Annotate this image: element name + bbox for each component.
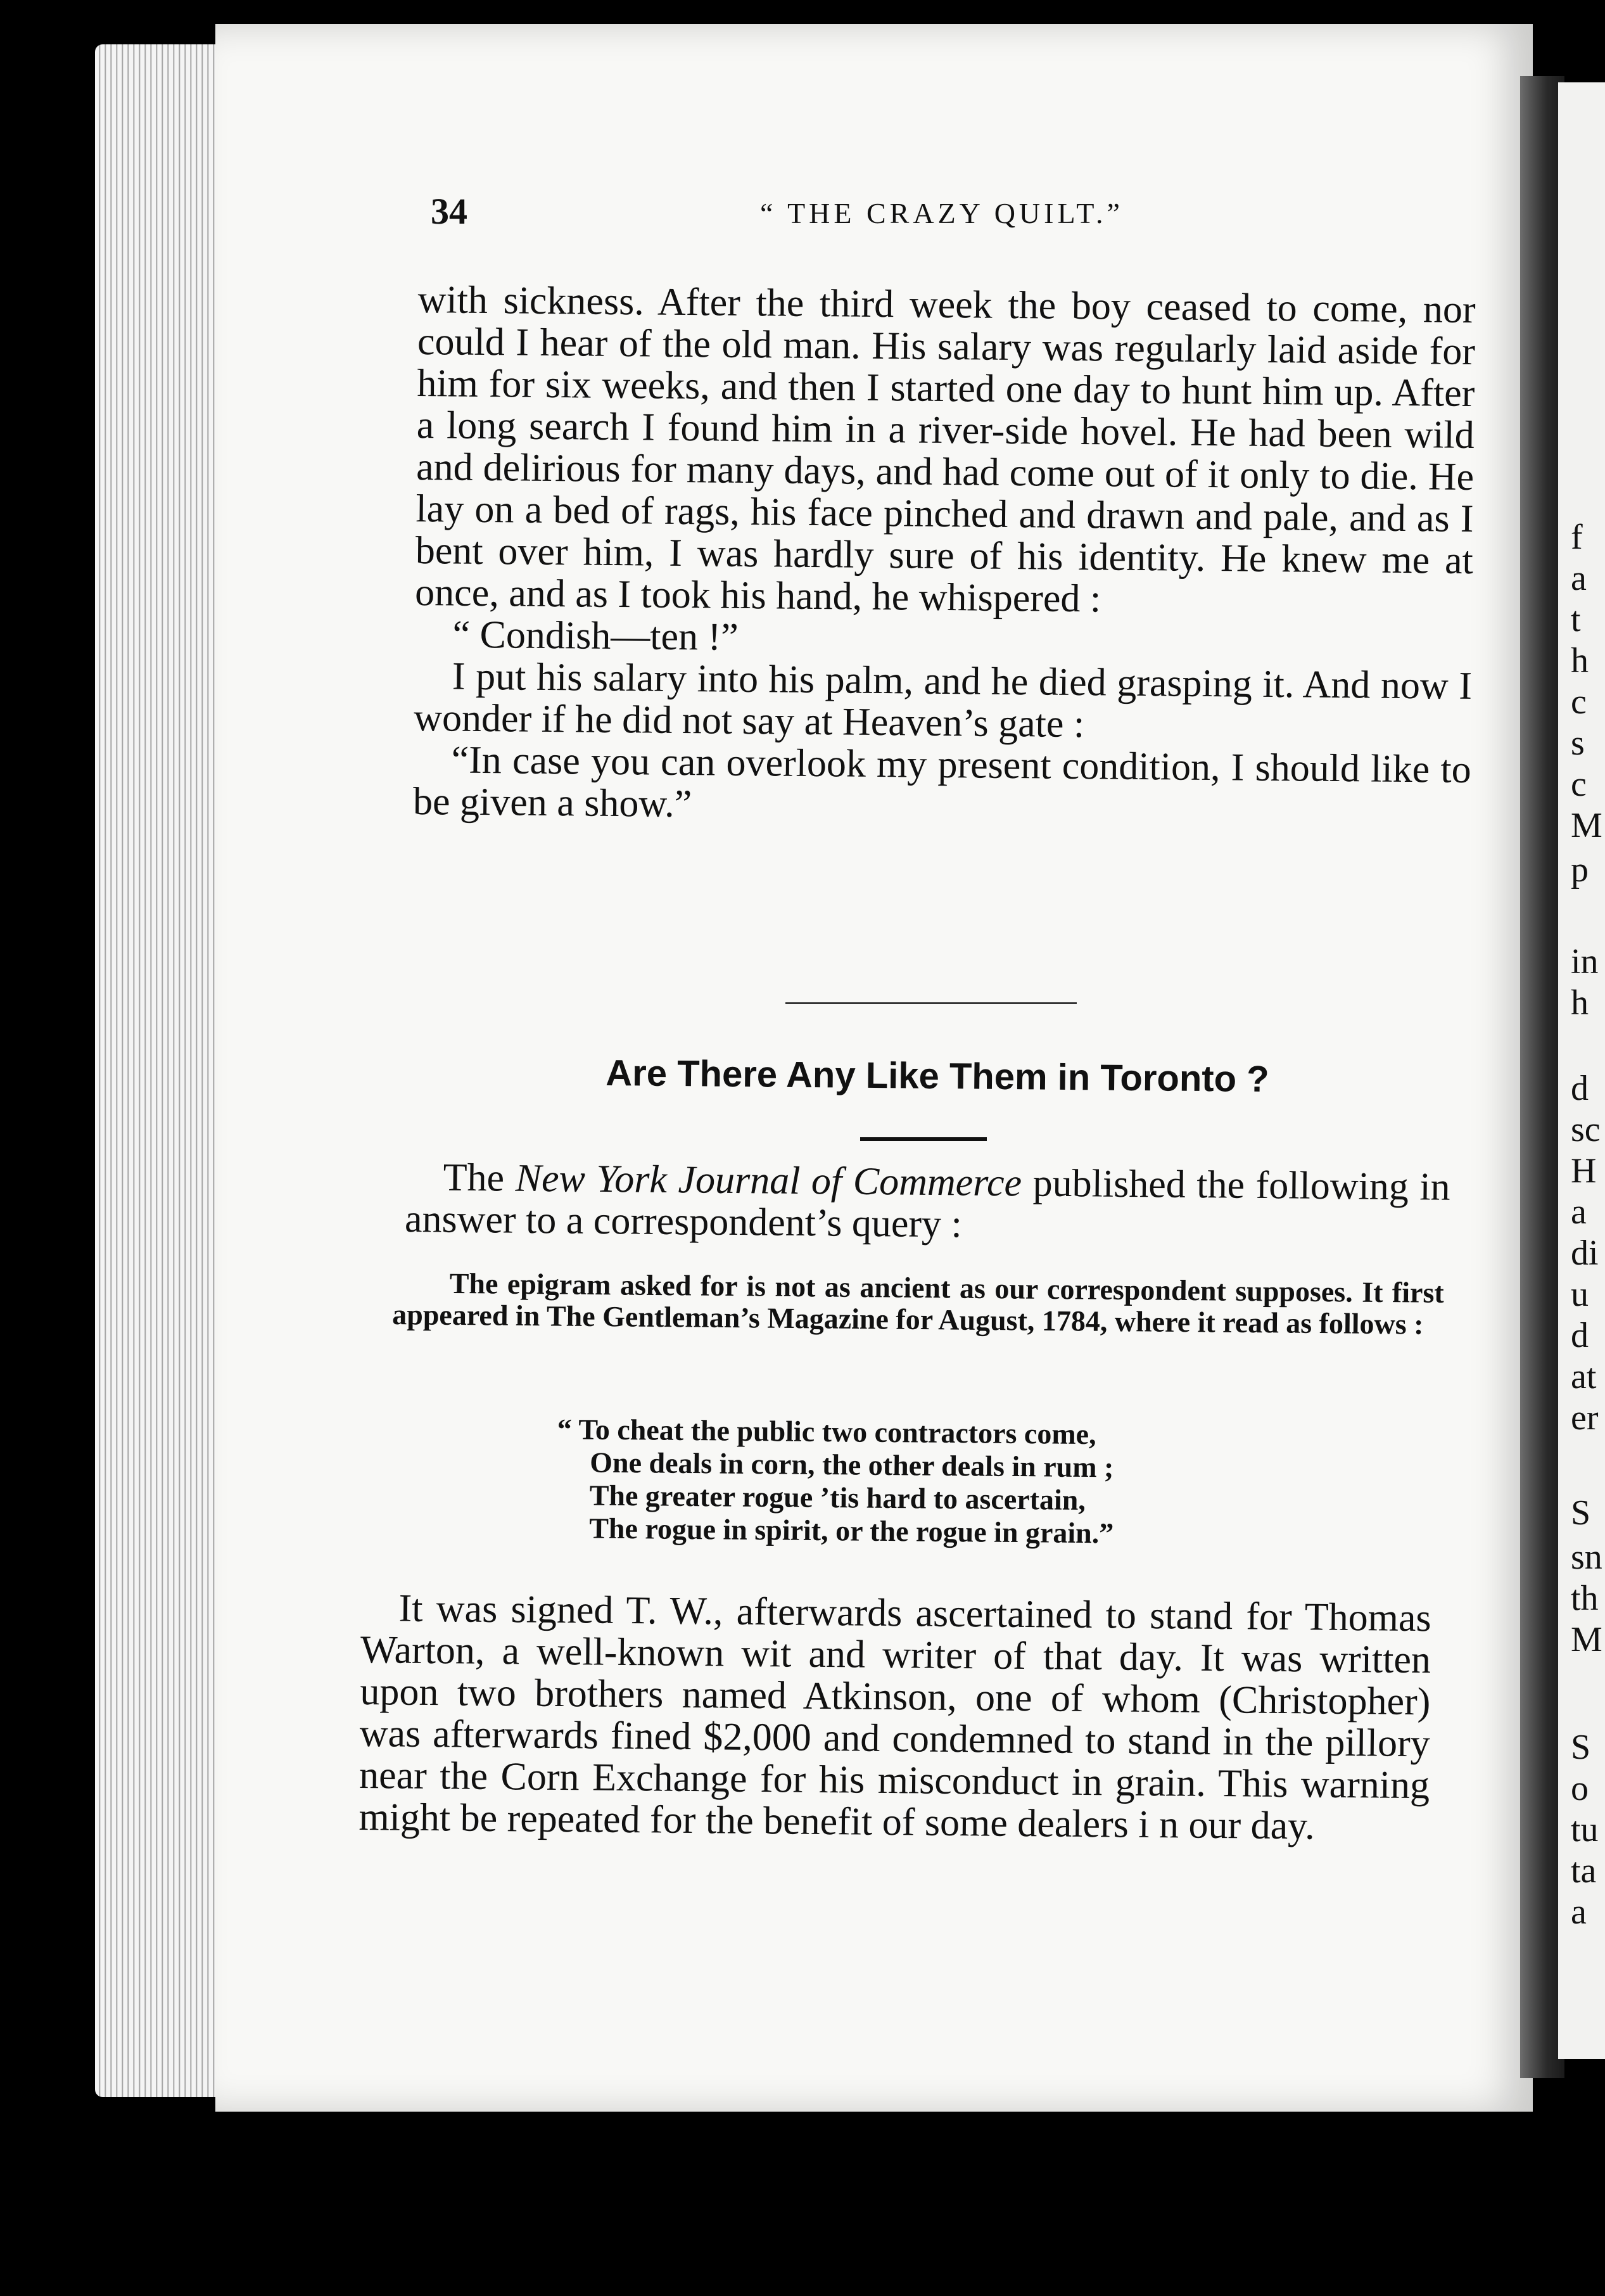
right-page-fragment: a: [1571, 1892, 1587, 1932]
right-page-fragment: h: [1571, 641, 1589, 680]
right-page-fragment: at: [1571, 1357, 1597, 1396]
right-page-fragment: f: [1571, 518, 1583, 557]
story-paragraph: “In case you can overlook my present condition, I should like to be given a show.”: [412, 738, 1471, 826]
intro-text-after: published the following in answer to a correspondent’s query :: [404, 1161, 1450, 1246]
right-page-fragment: o: [1571, 1769, 1589, 1808]
running-head: “ THE CRAZY QUILT.”: [760, 197, 1124, 229]
right-page-fragment: d: [1571, 1316, 1589, 1355]
right-page-fragment: in: [1571, 942, 1599, 981]
verse-line: The greater rogue ’tis hard to ascertain,: [589, 1479, 1086, 1517]
intro-paragraph: [405, 1156, 1450, 1250]
right-page-fragment: a: [1571, 1192, 1587, 1232]
page-number: 34: [431, 191, 467, 232]
verse-line: The rogue in spirit, or the rogue in grain.”: [589, 1512, 1114, 1550]
story-paragraph: I put his salary into his palm, and he died grasping it. And now I wonder if he did not say at Heaven’s gate :: [414, 654, 1473, 746]
right-page-fragment: u: [1571, 1275, 1589, 1314]
verse-line: “ To cheat the public two contractors come,: [557, 1413, 1096, 1451]
story-paragraph: “ Condish—ten !”: [452, 613, 739, 659]
right-page-fragment: d: [1571, 1069, 1589, 1108]
verse-line: One deals in corn, the other deals in rum ;: [590, 1446, 1114, 1484]
closing-paragraph: It was signed T. W., afterwards ascertained to stand for Thomas Warton, a well-known wit and writer of that day. It was written upon two brothers named Atkinson, one of whom (Christopher) was afterwards fined $2,000 and condemned to stand in the pillory near the Corn Exchange for his misconduct in grain. This warning might be repeated for the benefit of some dealers i n our day.: [358, 1586, 1431, 1848]
right-page-fragment: c: [1571, 765, 1587, 804]
intro-text-before: The: [443, 1156, 516, 1200]
story-paragraph: with sickness. After the third week the boy ceased to come, nor could I hear of the old man. His salary was regularly laid aside for him for six weeks, and then I started one day to hunt him up. After a long search I found him in a river-side hovel. He had been wild and delirious for many days, and had come out of it only to die. He lay on a bed of rags, his face pinched and drawn and pale, and as I bent over him, I was hardly sure of his identity. He knew me at once, and as I took his hand, he whispered :: [414, 278, 1476, 621]
right-page-fragment: sc: [1571, 1110, 1601, 1149]
section-divider: [785, 1002, 1077, 1004]
right-page-fragment: ta: [1571, 1851, 1597, 1891]
journal-title: New York Journal of Commerce: [515, 1156, 1022, 1205]
right-page-fragment: tu: [1571, 1810, 1599, 1849]
right-page-fragment: M: [1571, 806, 1602, 845]
right-page-fragment: t: [1571, 600, 1581, 639]
right-page-fragment: s: [1571, 724, 1585, 763]
heading-rule: [860, 1137, 987, 1141]
epigram-verse: [556, 1413, 1317, 1552]
story-ending: [413, 279, 1476, 832]
right-page-fragment: M: [1571, 1620, 1602, 1659]
page-edges: [95, 44, 222, 2097]
right-page-fragment: c: [1571, 682, 1587, 722]
right-page-fragment: H: [1571, 1151, 1597, 1190]
right-page-fragment: h: [1571, 983, 1589, 1023]
right-page-fragment: er: [1571, 1398, 1599, 1438]
right-page-fragment: a: [1571, 559, 1587, 598]
section-intro: [405, 1156, 1450, 1250]
right-page-fragment: sn: [1571, 1538, 1602, 1577]
right-page-edge: [1558, 82, 1605, 2059]
right-page-fragment: th: [1571, 1579, 1599, 1618]
right-page-fragment: S: [1571, 1728, 1591, 1767]
quote-paragraph: The epigram asked for is not as ancient as our correspondent supposes. It first appeared in The Gentleman’s Magazine for August, 1784, where it read as follows :: [392, 1266, 1444, 1341]
quoted-answer: [392, 1267, 1444, 1341]
closing-paragraph-block: [358, 1587, 1431, 1848]
right-page-fragment: S: [1571, 1493, 1591, 1533]
right-page-fragment: p: [1571, 850, 1589, 890]
right-page-fragment: di: [1571, 1234, 1599, 1273]
page-header: [431, 190, 1507, 241]
section-heading: Are There Any Like Them in Toronto ?: [606, 1052, 1269, 1100]
